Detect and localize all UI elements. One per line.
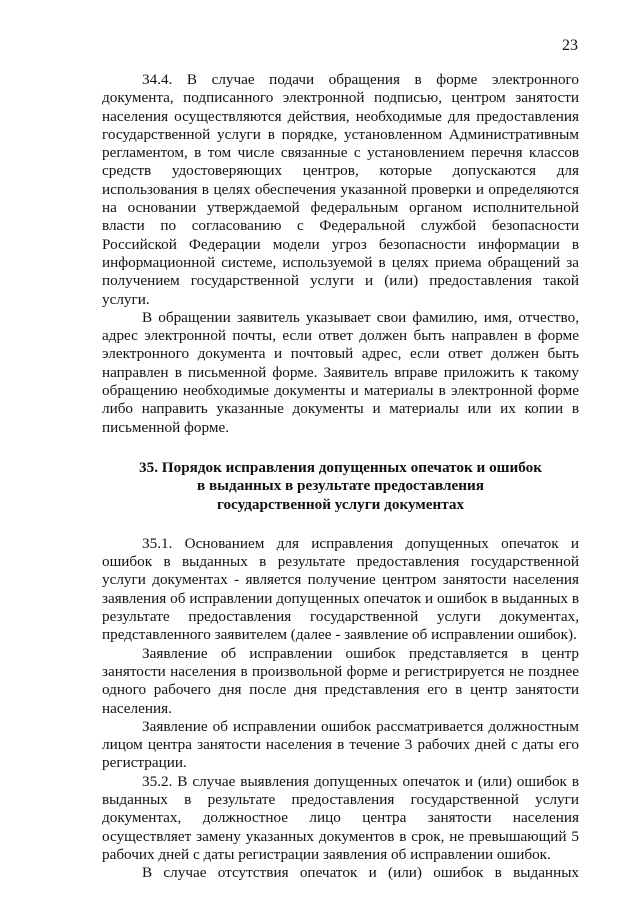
paragraph-35-1: 35.1. Основанием для исправления допущенных опечаток и ошибок в выданных в результате предоставления государственной услуги документах - является получение центром занятости населения заявления об исправлении допущенных опечаток и ошибок в выданных в результате предоставления государственной услуги документах, представленного заявителем (далее - заявление об исправлении ошибок).: [102, 534, 579, 644]
paragraph-review: Заявление об исправлении ошибок рассматривается должностным лицом центра занятости населения в течение 3 рабочих дней с даты его регистрации.: [102, 717, 579, 772]
paragraph-submission: Заявление об исправлении ошибок представляется в центр занятости населения в произвольной форме и регистрируется не позднее одного рабочего дня после дня представления его в центр занятости населения.: [102, 644, 579, 717]
paragraph-no-errors: В случае отсутствия опечаток и (или) ошибок в выданных: [142, 864, 579, 882]
section-heading-line: государственной услуги документах: [216, 495, 465, 513]
section-heading-35: [102, 459, 579, 514]
section-heading-line: 35. Порядок исправления допущенных опечаток и ошибок: [139, 458, 542, 476]
paragraph-34-4: 34.4. В случае подачи обращения в форме электронного документа, подписанного электронной подписью, центром занятости населения осуществляются действия, необходимые для предоставления государственной услуги в порядке, установленном Административным регламентом, в том числе связанные с установлением перечня классов средств удостоверяющих центров, которые допускаются для использования в целях обеспечения указанной проверки и определяются на основании утверждаемой федеральным органом исполнительной власти по согласованию с Федеральной службой безопасности Российской Федерации модели угроз безопасности информации в информационной системе, используемой в целях приема обращений за получением государственной услуги и (или) предоставления такой услуги.: [102, 71, 579, 308]
section-heading-line: в выданных в результате предоставления: [196, 477, 485, 495]
page-number: 23: [562, 37, 578, 54]
document-body: [102, 71, 579, 882]
paragraph-35-2: 35.2. В случае выявления допущенных опечаток и (или) ошибок в выданных в результате предоставления государственной услуги документах, должностное лицо центра занятости населения осуществляет замену указанных документов в срок, не превышающий 5 рабочих дней с даты регистрации заявления об исправлении ошибок.: [102, 772, 579, 863]
paragraph-applicant-data: В обращении заявитель указывает свои фамилию, имя, отчество, адрес электронной почты, если ответ должен быть направлен в форме электронного документа и почтовый адрес, если ответ должен быть направлен в письменной форме. Заявитель вправе приложить к такому обращению необходимые документы и материалы в электронной форме либо направить указанные документы и материалы или их копии в письменной форме.: [102, 308, 579, 436]
